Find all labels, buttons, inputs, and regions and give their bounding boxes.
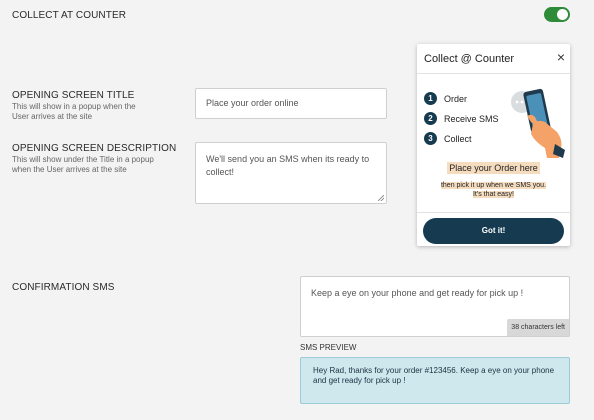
confirmation-sms-value: Keep a eye on your phone and get ready for pick up !	[311, 288, 524, 298]
close-icon[interactable]: ×	[556, 49, 565, 65]
step-number-badge: 2	[424, 112, 437, 125]
step-number-badge: 3	[424, 132, 437, 145]
popup-subtext-line-2: It's that easy!	[472, 191, 515, 198]
opening-screen-description-help	[12, 155, 154, 174]
opening-screen-description-label: OPENING SCREEN DESCRIPTION	[12, 143, 177, 154]
opening-description-textarea[interactable]	[195, 142, 387, 204]
toggle-knob	[557, 9, 568, 20]
opening-screen-title-label: OPENING SCREEN TITLE	[12, 90, 135, 101]
popup-subtext	[417, 181, 570, 199]
step-number-badge: 1	[424, 92, 437, 105]
sms-preview-line-2: and get ready for pick up !	[313, 376, 406, 385]
popup-tagline-text: Place your Order here	[449, 163, 538, 173]
opening-screen-title-description	[12, 102, 136, 121]
phone-in-hand-illustration-icon	[505, 86, 567, 160]
popup-step-1	[424, 92, 467, 105]
opening-desc-value-line-2: collect!	[206, 167, 235, 177]
popup-tagline	[417, 163, 570, 173]
popup-title: Collect @ Counter	[424, 53, 515, 65]
sms-preview-label: SMS PREVIEW	[300, 343, 357, 352]
resize-handle-icon[interactable]	[378, 195, 384, 201]
popup-footer	[417, 212, 570, 246]
popup-header	[417, 44, 570, 74]
collect-counter-popup	[417, 44, 570, 246]
opening-title-input[interactable]	[195, 88, 387, 119]
confirmation-sms-textarea[interactable]	[300, 276, 570, 337]
sms-preview-line-1: Hey Rad, thanks for your order #123456. Keep a eye on your phone	[313, 366, 555, 375]
collect-toggle-switch[interactable]	[544, 7, 570, 22]
opening-title-desc-line-2: User arrives at the site	[12, 111, 93, 121]
opening-desc-value-line-1: We'll send you an SMS when its ready to	[206, 154, 370, 164]
opening-desc-help-line-2: when the User arrives at the site	[12, 164, 127, 174]
characters-left-counter: 38 characters left	[507, 319, 569, 336]
step-label: Receive SMS	[444, 113, 499, 124]
opening-title-desc-line-1: This will show in a popup when the	[12, 102, 136, 111]
collect-at-counter-title: COLLECT AT COUNTER	[12, 10, 127, 21]
opening-desc-help-line-1: This will show under the Title in a popup	[12, 155, 154, 164]
opening-title-input-value: Place your order online	[206, 98, 299, 108]
confirmation-sms-label: CONFIRMATION SMS	[12, 282, 115, 293]
step-label: Collect	[444, 133, 472, 144]
step-label: Order	[444, 93, 468, 104]
popup-step-2	[424, 112, 499, 125]
sms-preview-box	[300, 357, 570, 404]
got-it-button[interactable]: Got it!	[423, 218, 564, 244]
popup-subtext-line-1: then pick it up when we SMS you.	[440, 182, 547, 189]
popup-step-3	[424, 132, 472, 145]
